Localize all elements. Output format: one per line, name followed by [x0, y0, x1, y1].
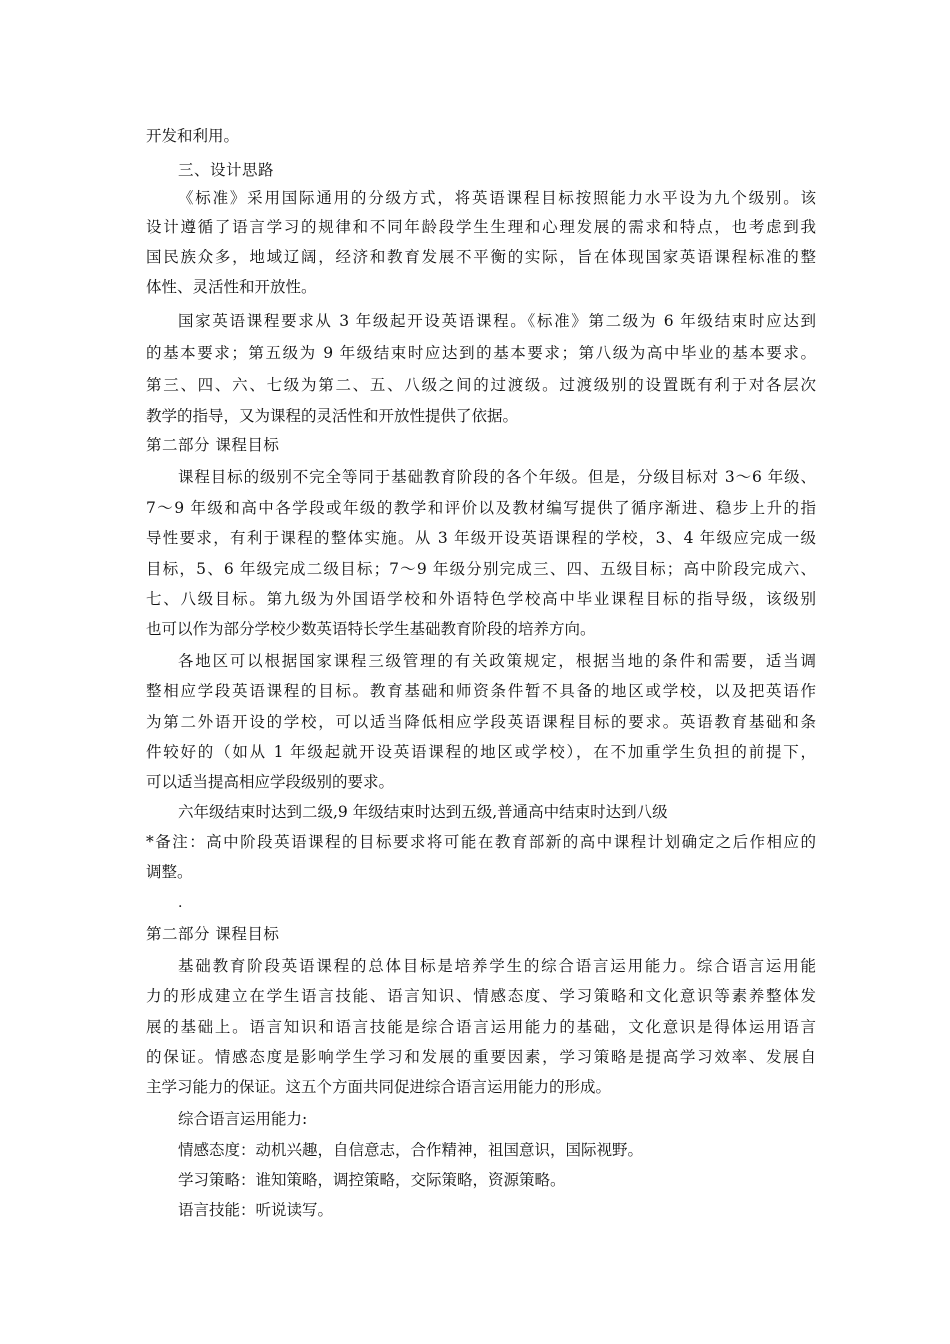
paragraph-line: 可以适当提高相应学段级别的要求。: [146, 773, 395, 791]
section-heading-design: 三、设计思路: [178, 161, 275, 179]
list-item: 情感态度：动机兴趣，自信意志，合作精神，祖国意识，国际视野。: [178, 1141, 644, 1159]
paragraph-line: 导性要求，有利于课程的整体实施。从 3 年级开设英语课程的学校，3、4 年级应完成一级: [146, 529, 816, 547]
paragraph-line: 件较好的（如从 1 年级起就开设英语课程的地区或学校），在不加重学生负担的前提下，: [146, 743, 816, 761]
part-heading-course-goals: 第二部分 课程目标: [146, 436, 280, 454]
paragraph-line: 主学习能力的保证。这五个方面共同促进综合语言运用能力的形成。: [146, 1078, 612, 1096]
paragraph-line: 展的基础上。语言知识和语言技能是综合语言运用能力的基础，文化意识是得体运用语言: [146, 1018, 816, 1036]
paragraph-line: 国民族众多，地域辽阔，经济和教育发展不平衡的实际，旨在体现国家英语课程标准的整: [146, 248, 816, 266]
paragraph-line: 设计遵循了语言学习的规律和不同年龄段学生生理和心理发展的需求和特点，也考虑到我: [146, 218, 816, 236]
paragraph-line: 七、八级目标。第九级为外国语学校和外语特色学校高中毕业课程目标的指导级，该级别: [146, 590, 816, 608]
paragraph-line: 力的形成建立在学生语言技能、语言知识、情感态度、学习策略和文化意识等素养整体发: [146, 987, 816, 1005]
grade-summary-line: 六年级结束时达到二级,9 年级结束时达到五级,普通高中结束时达到八级: [178, 803, 668, 821]
paragraph-line: 的基本要求；第五级为 9 年级结束时应达到的基本要求；第八级为高中毕业的基本要求。: [146, 344, 816, 362]
paragraph-line: 《标准》采用国际通用的分级方式，将英语课程目标按照能力水平设为九个级别。该: [178, 189, 816, 207]
paragraph-line: 也可以作为部分学校少数英语特长学生基础教育阶段的培养方向。: [146, 620, 596, 638]
stray-dot: .: [178, 895, 183, 911]
paragraph-line: 的保证。情感态度是影响学生学习和发展的重要因素，学习策略是提高学习效率、发展自: [146, 1048, 816, 1066]
paragraph-line: 课程目标的级别不完全等同于基础教育阶段的各个年级。但是，分级目标对 3～6 年级、: [178, 468, 816, 486]
paragraph-line: 国家英语课程要求从 3 年级起开设英语课程。《标准》第二级为 6 年级结束时应达到: [178, 312, 816, 330]
list-item: 学习策略：谁知策略，调控策略，交际策略，资源策略。: [178, 1171, 566, 1189]
paragraph-line: 第三、四、六、七级为第二、五、八级之间的过渡级。过渡级别的设置既有利于对各层次: [146, 376, 816, 394]
note-line: 调整。: [146, 863, 193, 881]
paragraph-line: 整相应学段英语课程的目标。教育基础和师资条件暂不具备的地区或学校，以及把英语作: [146, 682, 816, 700]
paragraph-line: 开发和利用。: [146, 127, 240, 145]
paragraph-line: 基础教育阶段英语课程的总体目标是培养学生的综合语言运用能力。综合语言运用能: [178, 957, 816, 975]
paragraph-line: 7～9 年级和高中各学段或年级的教学和评价以及教材编写提供了循序渐进、稳步上升的指: [146, 499, 816, 517]
paragraph-line: 为第二外语开设的学校，可以适当降低相应学段英语课程目标的要求。英语教育基础和条: [146, 713, 816, 731]
paragraph-line: 目标，5、6 年级完成二级目标；7～9 年级分别完成三、四、五级目标；高中阶段完成六、: [146, 560, 816, 578]
list-heading: 综合语言运用能力:: [178, 1110, 308, 1128]
paragraph-line: 各地区可以根据国家课程三级管理的有关政策规定，根据当地的条件和需要，适当调: [178, 652, 816, 670]
part-heading-course-goals-2: 第二部分 课程目标: [146, 925, 280, 943]
paragraph-line: 教学的指导，又为课程的灵活性和开放性提供了依据。: [146, 407, 519, 425]
list-item: 语言技能：听说读写。: [178, 1201, 334, 1219]
paragraph-line: 体性、灵活性和开放性。: [146, 278, 317, 296]
note-line: *备注：高中阶段英语课程的目标要求将可能在教育部新的高中课程计划确定之后作相应的: [146, 833, 816, 851]
